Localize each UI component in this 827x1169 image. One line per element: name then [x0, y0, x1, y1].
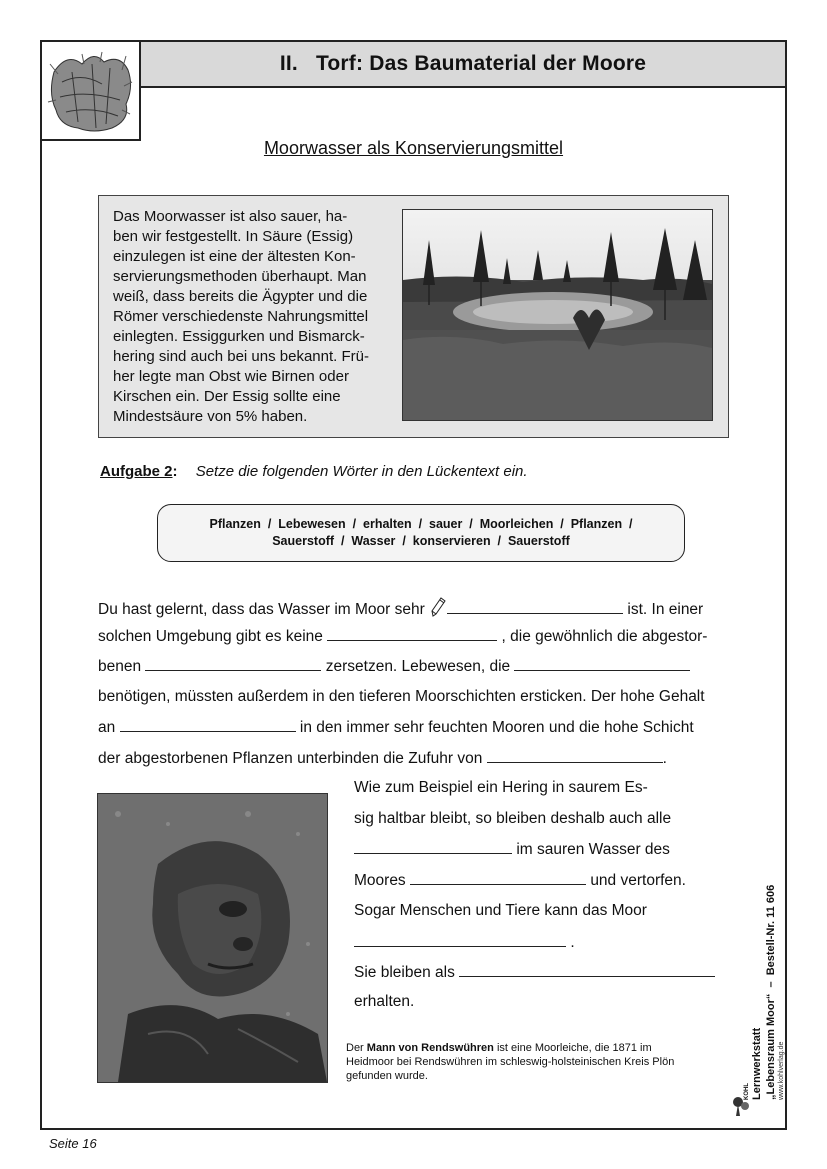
moor-landscape-photo	[402, 209, 713, 421]
peat-chunk-image	[40, 40, 141, 141]
intro-line: Mindestsäure von 5% haben.	[113, 408, 308, 425]
cloze-right-5	[354, 902, 647, 920]
cloze-line-1	[98, 596, 703, 619]
intro-line: her legte man Obst wie Birnen oder	[113, 368, 349, 385]
photo-caption	[346, 1041, 696, 1083]
cloze-right-2	[354, 810, 671, 828]
cloze-line-4	[98, 688, 705, 706]
intro-text	[113, 207, 395, 427]
cloze-text: erhalten.	[354, 993, 415, 1010]
publisher-name: KOHL	[744, 1083, 750, 1100]
task-label: Aufgabe 2	[100, 463, 173, 480]
cloze-text: an	[98, 719, 116, 736]
series-title: Lernwerkstatt	[751, 1027, 763, 1100]
intro-line: Kirschen ein. Der Essig sollte eine	[113, 388, 341, 405]
cloze-line-5	[98, 718, 694, 737]
cloze-text: sig haltbar bleibt, so bleiben deshalb auch alle	[354, 810, 672, 827]
chapter-title: Torf: Das Baumaterial der Moore	[315, 52, 647, 75]
word-bank	[157, 504, 685, 562]
cloze-text: Du hast gelernt, dass das Wasser im Moor sehr	[98, 601, 425, 618]
page-number: Seite 16	[49, 1136, 97, 1151]
bog-body-photo	[97, 793, 328, 1083]
pencil-icon	[429, 596, 447, 618]
gap-blank[interactable]	[354, 840, 512, 854]
cloze-right-7	[354, 963, 715, 982]
cloze-right-8	[354, 993, 414, 1011]
cloze-text: benötigen, müssten außerdem in den tieferen Moorschichten ersticken. Der hohe Gehalt	[98, 688, 705, 705]
gap-blank[interactable]	[145, 657, 321, 671]
cloze-text: .	[570, 934, 575, 951]
cloze-text: Sie bleiben als	[354, 964, 455, 981]
cloze-text: Wie zum Beispiel ein Hering in saurem Es-	[354, 779, 648, 796]
intro-line: Das Moorwasser ist also sauer, ha-	[113, 208, 348, 225]
series-order: „Lebensraum Moor“ – Bestell-Nr. 11 606	[765, 884, 777, 1100]
cloze-line-6	[98, 749, 667, 768]
intro-line: hering sind auch bei uns bekannt. Frü-	[113, 348, 369, 365]
cloze-line-3	[98, 657, 690, 676]
intro-line: servierungsmethoden überhaupt. Man	[113, 268, 367, 285]
intro-line: weiß, dass bereits die Ägypter und die	[113, 288, 368, 305]
cloze-text: benen	[98, 658, 142, 675]
intro-line: Römer verschiedenste Nahrungsmittel	[113, 308, 369, 325]
cloze-text: Sogar Menschen und Tiere kann das Moor	[354, 902, 647, 919]
cloze-right-1	[354, 779, 648, 797]
cloze-text: solchen Umgebung gibt es keine	[98, 628, 323, 645]
chapter-heading	[280, 52, 646, 76]
caption-bold: Mann von Rendswühren	[366, 1042, 494, 1054]
task-instruction: Setze die folgenden Wörter in den Lückentext ein.	[195, 463, 528, 480]
gap-blank[interactable]	[459, 963, 715, 977]
section-subtitle	[0, 138, 827, 159]
gap-blank[interactable]	[514, 657, 690, 671]
intro-line: ben wir festgestellt. In Säure (Essig)	[113, 228, 354, 245]
cloze-text: im sauren Wasser des	[516, 841, 670, 858]
publisher-url: www.kohlverlag.de	[778, 1041, 785, 1100]
gap-blank[interactable]	[354, 933, 566, 947]
chapter-header	[139, 40, 787, 88]
word-bank-line: Pflanzen / Lebewesen / erhalten / sauer / Moorleichen / Pflanzen /	[209, 517, 633, 531]
intro-line: einlegten. Essiggurken und Bismarck-	[113, 328, 365, 345]
series-info	[750, 885, 778, 1100]
task-heading	[100, 463, 528, 480]
cloze-text: , die gewöhnlich die abgestor-	[501, 628, 708, 645]
gap-blank[interactable]	[447, 600, 623, 614]
cloze-line-2	[98, 627, 707, 646]
section-subtitle-text: Moorwasser als Konservierungsmittel	[263, 138, 564, 158]
cloze-right-4	[354, 871, 686, 890]
cloze-right-3	[354, 840, 670, 859]
cloze-right-6	[354, 933, 575, 952]
cloze-text: .	[662, 750, 667, 767]
chapter-number: II.	[279, 52, 298, 75]
cloze-text: ist. In einer	[627, 601, 704, 618]
gap-blank[interactable]	[120, 718, 296, 732]
gap-blank[interactable]	[410, 871, 586, 885]
task-colon: :	[172, 463, 178, 480]
caption-text: Der	[346, 1042, 367, 1054]
cloze-text: der abgestorbenen Pflanzen unterbinden die Zufuhr von	[98, 750, 483, 767]
cloze-text: in den immer sehr feuchten Mooren und die hohe Schicht	[299, 719, 694, 736]
word-bank-line: Sauerstoff / Wasser / konservieren / Sauerstoff	[272, 534, 570, 548]
intro-line: einzulegen ist eine der ältesten Kon-	[113, 248, 356, 265]
gap-blank[interactable]	[487, 749, 663, 763]
cloze-text: zersetzen. Lebewesen, die	[325, 658, 511, 675]
cloze-text: Moores	[354, 872, 406, 889]
cloze-text: und vertorfen.	[590, 872, 686, 889]
gap-blank[interactable]	[327, 627, 497, 641]
caption-text: ist eine Moorleiche, die 1871 im Heidmoor bei Rendswühren im schleswig-holsteinischen Kreis Plön gefunden wurde.	[346, 1042, 675, 1082]
